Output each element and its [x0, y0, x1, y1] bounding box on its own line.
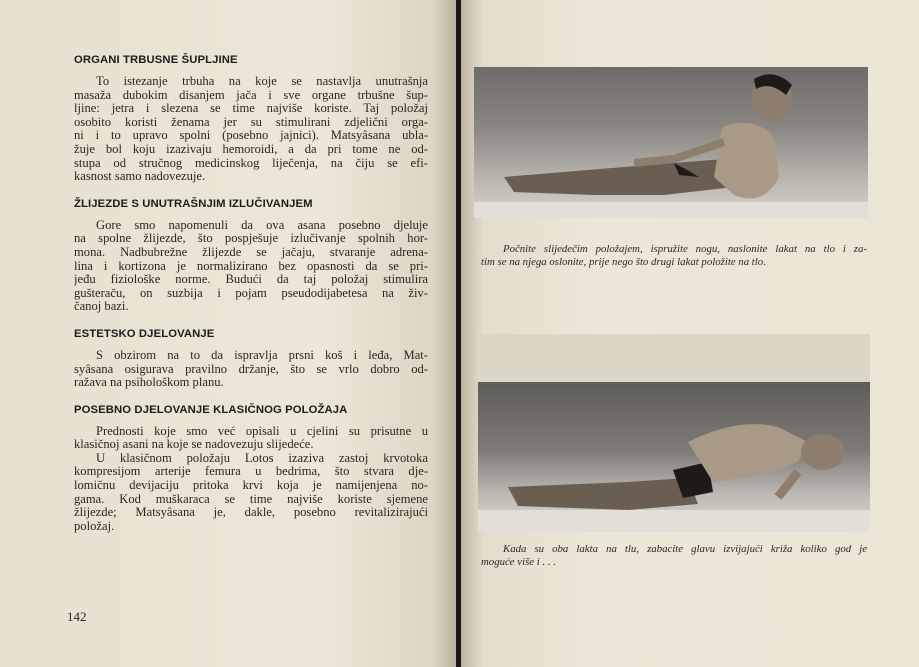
text-line: kasnost samo nadovezuje.	[74, 170, 206, 184]
text-line: osobito koristi ženama jer su stimulirani zdjelični orga-	[74, 115, 428, 129]
text-line: Gore smo napomenuli da ova asana posebno djeluje	[96, 218, 428, 232]
text-line: lomičnu devijaciju pritoka krvi koja je namijenjena no-	[74, 479, 428, 493]
text-line: masaža dubokim disanjem jača i sve organe trbušne šup-	[74, 88, 428, 102]
figure-silhouette	[474, 67, 868, 218]
text-line: To istezanje trbuha na koje se nastavlja unutrašnja	[96, 75, 428, 88]
text-line: Prednosti koje smo već opisali u cjelini su prisutne u	[96, 424, 428, 438]
section-heading: ESTETSKO DJELOVANJE	[74, 327, 215, 340]
caption-2	[481, 543, 867, 568]
text-line: ražava na psihološkom planu.	[74, 376, 224, 390]
paragraph	[74, 452, 428, 534]
text-line: na spolne žlijezde, što pospješuje izlučivanje spolnih hor-	[74, 232, 428, 246]
paragraph	[74, 75, 428, 184]
paragraph	[74, 219, 428, 314]
show-through-shadow	[478, 334, 870, 382]
paragraph	[74, 425, 428, 452]
left-page	[0, 0, 456, 667]
text-line: jeđu fiziološke norme. Budući da taj položaj stimulira	[74, 273, 428, 287]
text-line: stupa od stručnog medicinskog liječenja, na čiju se efi-	[74, 156, 428, 170]
caption-line: tim se na njega oslonite, prije nego što drugi lakat položite na tlo.	[481, 255, 766, 268]
caption-line: Počnite slijedečim položajem, ispružite nogu, naslonite lakat na tlo i za-	[503, 243, 867, 255]
section-heading: ORGANI TRBUSNE ŠUPLJINE	[74, 54, 238, 66]
text-line: gušteraču, on suzbija i pojam pseudodijabetesa na živ-	[74, 286, 428, 300]
figure-silhouette	[478, 382, 870, 532]
text-column	[74, 54, 428, 533]
text-line: ni i to upravo spolni (posebno jajnici). Matsyâsana ubla-	[74, 129, 428, 143]
text-line: čanoj bazi.	[74, 300, 129, 314]
text-line: S obzirom na to da ispravlja prsni koš i leđa, Mat-	[96, 348, 428, 362]
right-page	[461, 0, 919, 667]
photo-head-arched-back	[478, 382, 870, 532]
caption-1	[481, 243, 867, 268]
text-line: kompresijom arterije femura u bedrima, što stvara dje-	[74, 465, 428, 479]
text-line: žuje bol koju izazivaju hemoroidi, a da pri tome ne od-	[74, 142, 428, 156]
text-line: žlijezde; Matsyâsana je, dakle, posebno revitalizirajući	[74, 506, 428, 520]
section-heading: POSEBNO DJELOVANJE KLASIČNOG POLOŽAJA	[74, 403, 348, 416]
text-line: položaj.	[74, 519, 115, 533]
text-line: klasičnoj asani na koje se nadovezuju slijedeće.	[74, 438, 314, 452]
text-line: lina i kortizona je normalizirano bez opasnosti da se pri-	[74, 259, 428, 273]
photo-reclining-on-elbow	[474, 67, 868, 218]
text-line: mona. Nadbubrežne žlijezde se jačaju, stvaranje adrena-	[74, 245, 428, 259]
paragraph	[74, 349, 428, 390]
caption-line: Kada su oba lakta na tlu, zabacite glavu izvijajući križa koliko god je	[503, 543, 867, 555]
text-line: U klasičnom položaju Lotos izaziva zastoj krvotoka	[96, 451, 428, 465]
text-line: syâsana osigurava pravilno držanje, što se vrlo dobro od-	[74, 362, 428, 376]
section-heading: ŽLIJEZDE S UNUTRAŠNJIM IZLUČIVANJEM	[74, 197, 313, 210]
text-line: ljine: jetra i slezena se time najviše koriste. Taj položaj	[74, 102, 428, 116]
page-number: 142	[67, 609, 87, 624]
text-line: gama. Kod muškaraca se time najviše koriste sjemene	[74, 492, 428, 506]
caption-line: moguće više i . . .	[481, 555, 556, 568]
